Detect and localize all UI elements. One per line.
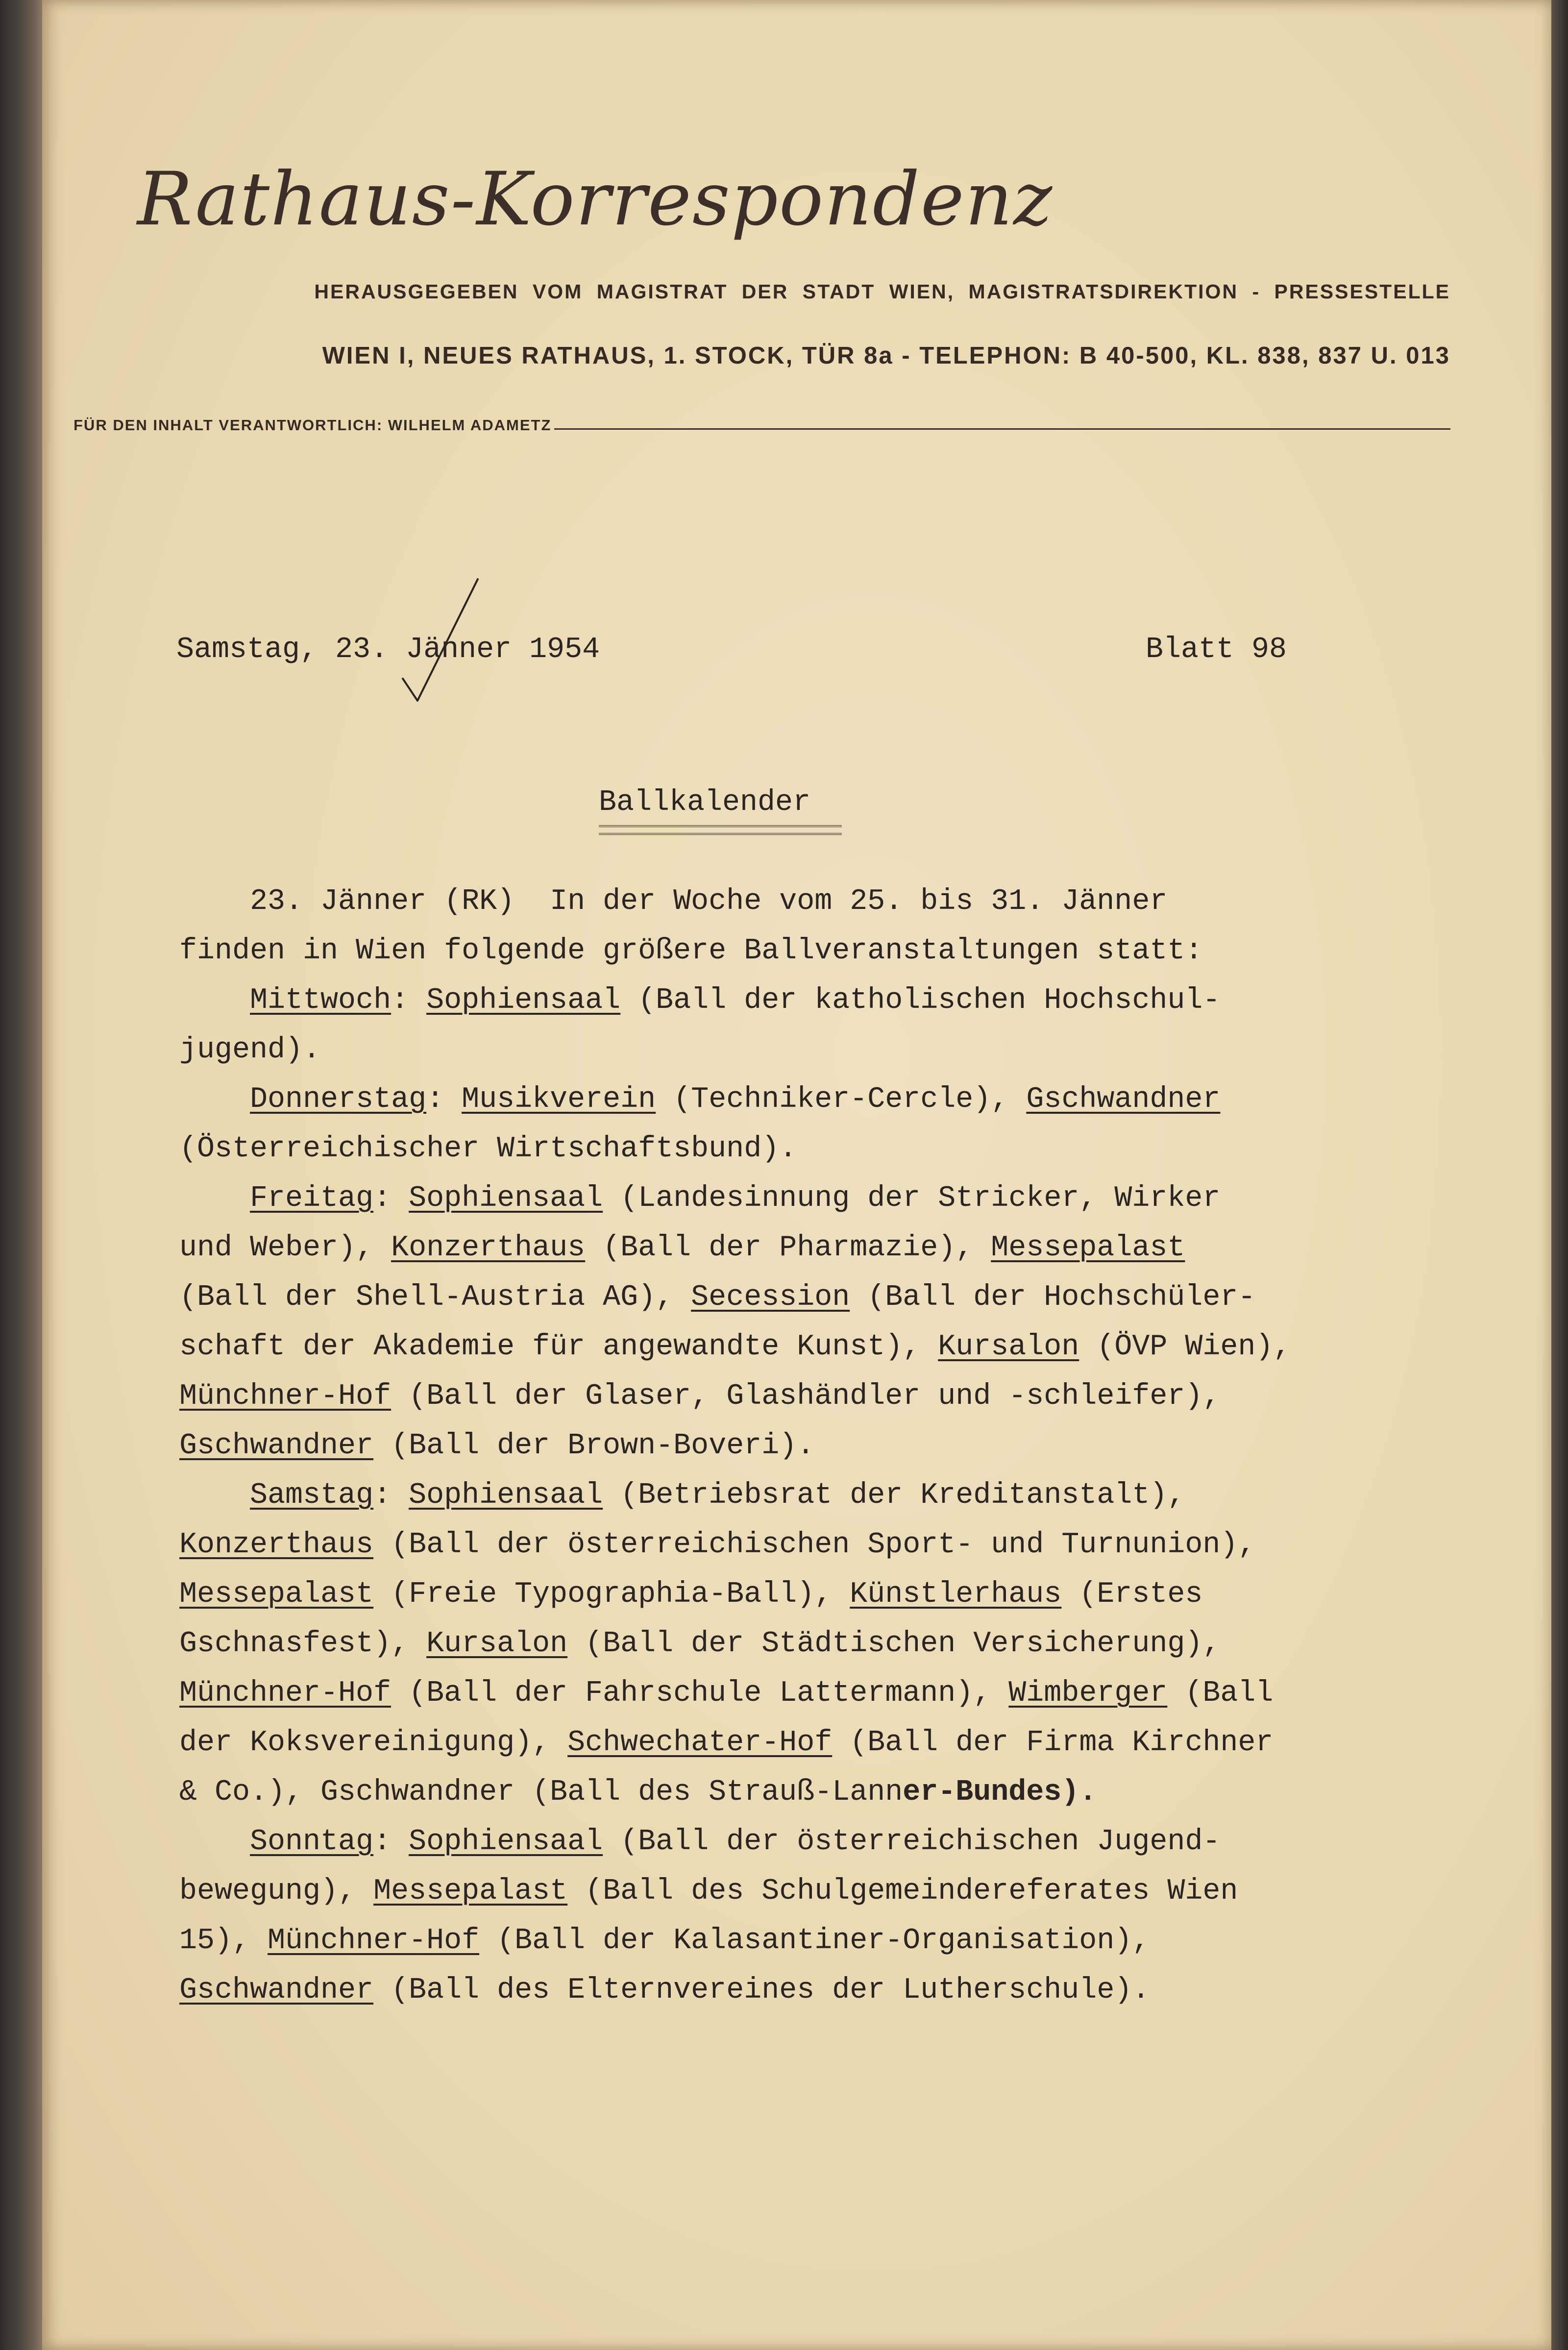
article-text: (Österreichischer Wirtschaftsbund). <box>179 1132 797 1166</box>
article-text: er-Bundes). <box>903 1776 1097 1809</box>
article-line <box>179 1916 1473 1966</box>
venue-name: Gschwandner <box>1026 1083 1221 1116</box>
venue-name: Musikverein <box>462 1083 656 1116</box>
article-text: (ÖVP Wien), <box>1079 1330 1291 1364</box>
article-text: : <box>373 1825 409 1859</box>
binding-gutter <box>0 0 42 2350</box>
article-text: 15), <box>179 1924 268 1958</box>
venue-name: Kursalon <box>938 1330 1079 1364</box>
article-text <box>179 1825 250 1859</box>
address-line: WIEN I, NEUES RATHAUS, 1. STOCK, TÜR 8a - TELEPHON: B 40-500, KL. 838, 837 U. 013 <box>322 343 1450 369</box>
article-text <box>179 1182 250 1215</box>
article-line <box>179 1075 1473 1125</box>
responsibility-rule <box>554 428 1450 430</box>
article-text: : <box>426 1083 462 1116</box>
article-text: (Landesinnung der Stricker, Wirker <box>603 1182 1221 1215</box>
venue-name: Samstag <box>250 1479 374 1512</box>
article-text: (Ball des Schulgemeindereferates Wien <box>567 1875 1238 1908</box>
venue-name: Messepalast <box>179 1578 374 1611</box>
article-line <box>179 1421 1473 1471</box>
article-text: (Ball der katholischen Hochschul- <box>620 984 1221 1017</box>
sheet-number: Blatt 98 <box>1146 633 1287 666</box>
venue-name: Konzerthaus <box>179 1528 374 1562</box>
responsible-editor: FÜR DEN INHALT VERANTWORTLICH: WILHELM ADAMETZ <box>74 416 552 434</box>
venue-name: Secession <box>691 1281 850 1314</box>
masthead-title: Rathaus-Korrespondenz <box>137 157 1054 242</box>
article-line <box>179 1273 1473 1322</box>
article-text <box>179 1479 250 1512</box>
article-text: (Erstes <box>1061 1578 1203 1611</box>
article-text: und Weber), <box>179 1231 392 1265</box>
article-text: : <box>373 1479 409 1512</box>
venue-name: Freitag <box>250 1182 374 1215</box>
article-text: bewegung), <box>179 1875 374 1908</box>
article-text: finden in Wien folgende größere Ballveranstaltungen statt: <box>179 934 1203 968</box>
article-text: (Ball der Städtischen Versicherung), <box>567 1627 1221 1661</box>
article-text: (Techniker-Cercle), <box>656 1083 1027 1116</box>
article-text: (Ball der Fahrschule Lattermann), <box>391 1677 1009 1710</box>
article-body <box>179 877 1473 2015</box>
article-text: (Ball des Elternvereines der Lutherschule). <box>373 1974 1150 2007</box>
article-text: (Ball <box>1167 1677 1274 1710</box>
venue-name: Mittwoch <box>250 984 392 1017</box>
article-line <box>179 1372 1473 1421</box>
venue-name: Münchner-Hof <box>268 1924 480 1958</box>
article-text: der Koksvereinigung), <box>179 1726 568 1760</box>
article-text: : <box>373 1182 409 1215</box>
article-line <box>179 1817 1473 1867</box>
venue-name: Sonntag <box>250 1825 374 1859</box>
venue-name: Konzerthaus <box>391 1231 586 1265</box>
article-line <box>179 1669 1473 1718</box>
article-text <box>179 1083 250 1116</box>
article-line <box>179 1174 1473 1224</box>
venue-name: Münchner-Hof <box>179 1677 392 1710</box>
article-line <box>179 1026 1473 1075</box>
venue-name: Münchner-Hof <box>179 1380 392 1413</box>
article-text: schaft der Akademie für angewandte Kunst), <box>179 1330 938 1364</box>
title-double-underline <box>599 825 842 835</box>
page-edge <box>1551 0 1568 2350</box>
article-text: Gschnasfest), <box>179 1627 427 1661</box>
article-line <box>179 1966 1473 2015</box>
article-text: jugend). <box>179 1033 321 1067</box>
venue-name: Sophiensaal <box>409 1825 603 1859</box>
article-text: (Ball der Shell-Austria AG), <box>179 1281 691 1314</box>
article-line <box>179 1718 1473 1768</box>
venue-name: Wimberger <box>1008 1677 1168 1710</box>
article-text: (Ball der Firma Kirchner <box>832 1726 1274 1760</box>
article-text: : <box>391 984 427 1017</box>
article-text <box>179 984 250 1017</box>
venue-name: Messepalast <box>991 1231 1185 1265</box>
article-text: (Ball der Hochschüler- <box>850 1281 1256 1314</box>
venue-name: Sophiensaal <box>426 984 621 1017</box>
article-text: & Co.), Gschwandner (Ball des Strauß-Lann <box>179 1776 903 1809</box>
responsibility-row <box>74 416 1450 441</box>
article-text: (Ball der österreichischen Jugend- <box>603 1825 1221 1859</box>
article-line <box>179 1322 1473 1372</box>
article-text: (Ball der Pharmazie), <box>585 1231 991 1265</box>
article-text: 23. Jänner (RK) In der Woche vom 25. bis 31. Jänner <box>179 885 1168 918</box>
article-text: (Ball der Brown-Boveri). <box>373 1429 815 1463</box>
venue-name: Gschwandner <box>179 1974 374 2007</box>
article-line <box>179 1224 1473 1273</box>
article-line <box>179 927 1473 976</box>
article-line <box>179 1471 1473 1520</box>
venue-name: Schwechater-Hof <box>567 1726 833 1760</box>
article-line <box>179 1125 1473 1174</box>
article-line <box>179 1570 1473 1619</box>
article-line <box>179 1619 1473 1669</box>
venue-name: Kursalon <box>426 1627 568 1661</box>
article-text: (Ball der Glaser, Glashändler und -schleifer), <box>391 1380 1221 1413</box>
venue-name: Sophiensaal <box>409 1479 603 1512</box>
article-title: Ballkalender <box>599 786 811 819</box>
venue-name: Donnerstag <box>250 1083 427 1116</box>
venue-name: Gschwandner <box>179 1429 374 1463</box>
article-text: (Ball der österreichischen Sport- und Turnunion), <box>373 1528 1256 1562</box>
article-text: (Ball der Kalasantiner-Organisation), <box>479 1924 1150 1958</box>
venue-name: Messepalast <box>373 1875 568 1908</box>
handwritten-check-mark-icon <box>392 578 490 706</box>
article-line <box>179 1520 1473 1570</box>
article-text: (Betriebsrat der Kreditanstalt), <box>603 1479 1185 1512</box>
article-line <box>179 1867 1473 1916</box>
venue-name: Künstlerhaus <box>850 1578 1062 1611</box>
date-line: Samstag, 23. Jänner 1954 <box>176 633 600 666</box>
venue-name: Sophiensaal <box>409 1182 603 1215</box>
article-line <box>179 976 1473 1026</box>
publisher-line: HERAUSGEGEBEN VOM MAGISTRAT DER STADT WIEN, MAGISTRATSDIREKTION - PRESSESTELLE <box>314 280 1450 303</box>
article-line <box>179 877 1473 927</box>
article-text: (Freie Typographia-Ball), <box>373 1578 850 1611</box>
article-line <box>179 1768 1473 1817</box>
